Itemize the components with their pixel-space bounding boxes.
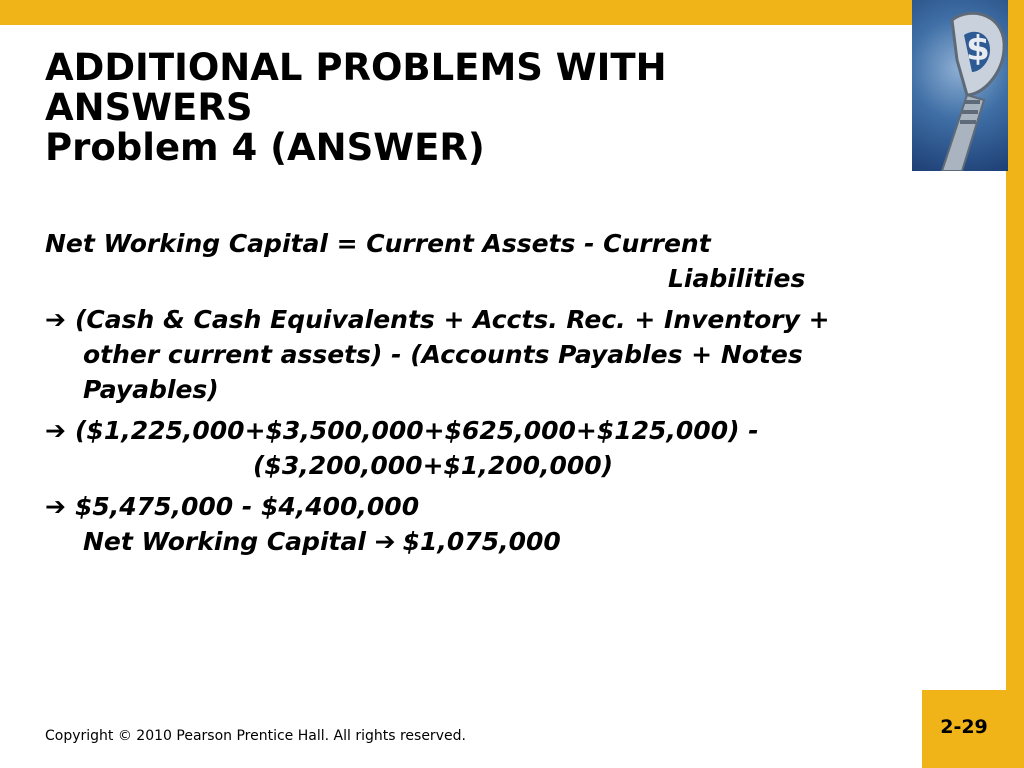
step-1-line-2: other current assets) - (Accounts Payables + Notes: [83, 340, 803, 369]
arrow-icon: ➔: [45, 305, 66, 334]
right-accent-bar: [1006, 0, 1024, 768]
svg-text:$: $: [966, 29, 990, 69]
step-1-line-1: [45, 302, 945, 337]
result-line: [45, 524, 945, 559]
page-number: 2-29: [940, 716, 988, 738]
page-number-badge: [922, 690, 1006, 768]
step-1-text-1: (Cash & Cash Equivalents + Accts. Rec. + Inventory +: [75, 305, 830, 334]
slide-title: [45, 48, 905, 168]
formula-line-2: Liabilities: [668, 264, 806, 293]
step-1: [45, 302, 945, 407]
formula-line-1: Net Working Capital = Current Assets - Current: [45, 229, 711, 258]
title-line-1: ADDITIONAL PROBLEMS WITH: [45, 46, 667, 89]
arrow-icon: ➔: [374, 527, 396, 556]
arrow-icon: ➔: [45, 492, 66, 521]
step-1-line-3: Payables): [83, 375, 219, 404]
top-accent-bar: [0, 0, 1024, 25]
wrench-image: [912, 0, 1008, 171]
step-3-text-1: $5,475,000 - $4,400,000: [75, 492, 420, 521]
step-2-line-1: [45, 413, 945, 448]
copyright-footer: Copyright © 2010 Pearson Prentice Hall. All rights reserved.: [45, 728, 466, 744]
arrow-icon: ➔: [45, 416, 66, 445]
step-3-line-1: [45, 489, 945, 524]
formula-block: [45, 226, 945, 296]
step-2-line-2: ($3,200,000+$1,200,000): [253, 451, 614, 480]
result-value: $1,075,000: [402, 527, 561, 556]
step-3: [45, 489, 945, 559]
title-line-2: ANSWERS: [45, 86, 253, 129]
step-2: [45, 413, 945, 483]
title-line-3: Problem 4 (ANSWER): [45, 126, 485, 169]
slide-body: [45, 226, 945, 565]
result-label: Net Working Capital: [83, 527, 375, 556]
step-2-text-1: ($1,225,000+$3,500,000+$625,000+$125,000) -: [75, 416, 759, 445]
wrench-icon: [912, 0, 1008, 171]
